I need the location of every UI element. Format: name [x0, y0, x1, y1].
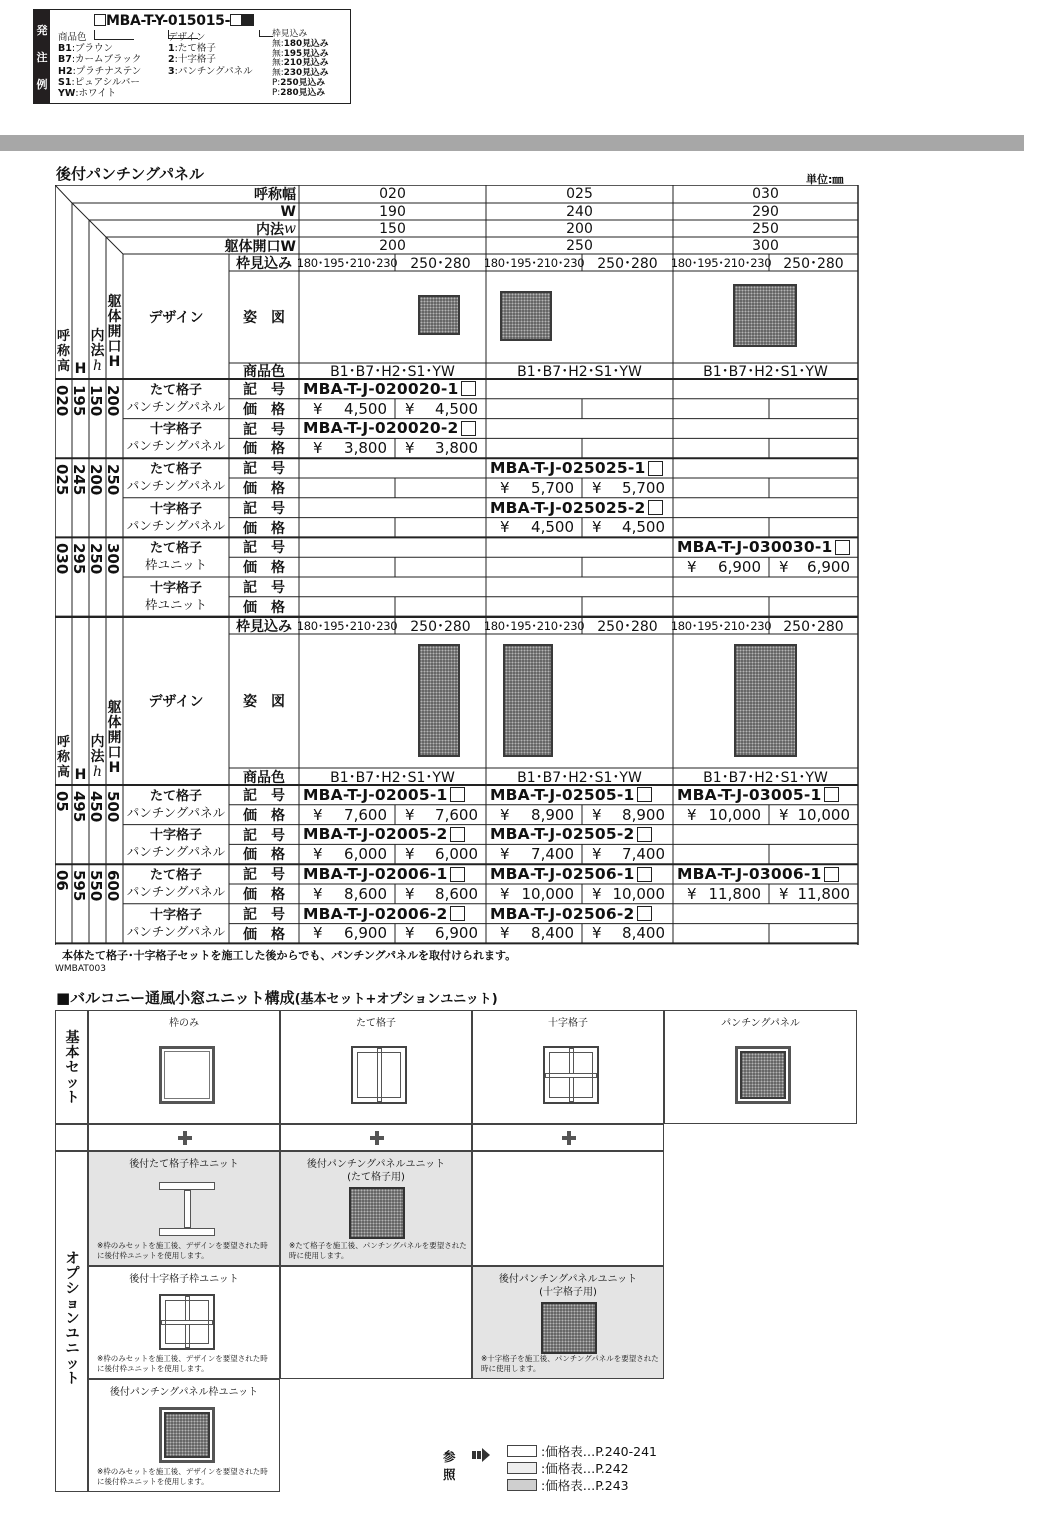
price-cell: ¥ 5,700	[500, 478, 574, 497]
plus-row-cell	[280, 1124, 472, 1151]
column-w: 150	[379, 220, 406, 237]
option-note: ※十字格子を施工後、パンチングパネルを要望された時に使用します。	[481, 1354, 659, 1373]
option-label-cell	[55, 1151, 88, 1492]
bottom-rail	[159, 1228, 215, 1236]
column-waku-b: 250･280	[410, 255, 471, 272]
header-kutai-w: 躯体開口W	[224, 238, 296, 255]
price-cell: ¥ 3,800	[405, 439, 478, 458]
order-design-item: 1:たて格子	[168, 43, 216, 55]
price-cell: ¥ 6,900	[687, 558, 761, 577]
product-code: MBA-T-J-02006-2	[299, 904, 486, 924]
size-value: 200	[104, 385, 122, 417]
label-kigo: 記 号	[243, 827, 285, 844]
column-kW: 200	[379, 237, 406, 254]
price-cell: ¥ 5,700	[592, 478, 665, 497]
option-note: ※枠のみセットを施工後、デザインを要望された時に後付枠ユニットを使用します。	[97, 1241, 268, 1260]
column-waku-a: 180･195･210･230	[483, 618, 585, 633]
code-suffix-box	[824, 787, 839, 802]
order-design-header: デザイン	[168, 32, 206, 43]
left-header-naipou: 内 法 h	[90, 734, 105, 780]
unit-diagram	[543, 1046, 599, 1104]
label-kakaku: 価 格	[243, 520, 285, 537]
design-label: 十字格子 枠ユニット	[144, 580, 207, 612]
column-yobi: 020	[379, 186, 406, 202]
left-header-yobi-taka: 呼 称 高	[56, 735, 70, 780]
label-kigo: 記 号	[243, 787, 285, 804]
plus-icon	[178, 1131, 192, 1145]
option-cell-juji_panel	[472, 1266, 664, 1379]
order-frame-list	[272, 30, 329, 99]
size-value: 550	[87, 870, 105, 902]
price-cell: ¥ 7,400	[592, 845, 665, 864]
column-kW: 300	[752, 237, 779, 254]
design-label: 十字格子 パンチングパネル	[126, 907, 226, 939]
price-cell: ¥ 10,000	[687, 805, 761, 824]
unit-diagram	[159, 1407, 215, 1463]
code-suffix-box	[824, 867, 839, 882]
code-suffix-box	[637, 906, 652, 921]
option-note: ※枠のみセットを施工後、デザインを要望された時に後付枠ユニットを使用します。	[97, 1354, 268, 1373]
size-value: 06	[53, 870, 71, 892]
size-value: 150	[87, 385, 105, 417]
header-naipou-w: 内法 w	[256, 220, 296, 238]
code-suffix-box	[450, 906, 465, 921]
code-suffix-box	[450, 827, 465, 842]
grid-line	[55, 185, 72, 203]
grid-line	[89, 220, 106, 237]
basic-set-title: パンチングパネル	[721, 1018, 800, 1029]
label-kigo: 記 号	[243, 579, 285, 596]
basic-set-cell	[664, 1010, 857, 1124]
design-label: たて格子 パンチングパネル	[126, 867, 226, 899]
price-cell: ¥ 8,900	[592, 805, 665, 824]
basic-set-cell	[280, 1010, 472, 1124]
left-header-H: H	[74, 767, 87, 783]
column-kW: 250	[566, 237, 593, 254]
left-header-yobi-taka: 呼 称 高	[56, 329, 70, 374]
price-cell: ¥ 4,500	[500, 518, 574, 537]
price-cell: ¥ 10,000	[592, 884, 665, 903]
label-kakaku: 価 格	[243, 560, 285, 577]
panel-image	[733, 284, 797, 347]
column-W: 190	[379, 203, 406, 220]
inner-frame	[165, 1300, 209, 1344]
product-code: MBA-T-J-020020-1	[299, 379, 486, 399]
order-design-item: 3:パンチングパネル	[168, 65, 253, 77]
price-cell: ¥ 8,400	[500, 924, 574, 943]
order-color-item: H2:プラチナステン	[58, 65, 142, 77]
price-cell: ¥ 3,800	[313, 439, 387, 458]
order-color-item: S1:ピュアシルバー	[58, 76, 140, 88]
design-label: 十字格子 パンチングパネル	[126, 501, 226, 533]
price-table	[55, 185, 860, 945]
size-value: 250	[87, 543, 105, 575]
unit-composition-grid	[55, 1010, 858, 1492]
price-cell: ¥ 10,000	[500, 884, 574, 903]
plus-row-cell	[55, 1124, 88, 1151]
document-code: WMBAT003	[55, 964, 106, 974]
header-shohin: 商品色	[243, 364, 285, 380]
order-example-side-label: 発 注 例	[34, 10, 50, 103]
code-suffix-box	[450, 787, 465, 802]
product-code: MBA-T-J-02506-2	[486, 904, 673, 924]
unit-label: 単位:㎜	[806, 173, 844, 186]
column-waku-b: 250･280	[597, 255, 658, 272]
top-rail	[159, 1182, 215, 1190]
product-code: MBA-T-J-020020-2	[299, 419, 486, 439]
design-label: 十字格子 パンチングパネル	[126, 422, 226, 454]
column-yobi: 030	[752, 186, 779, 202]
reference-row: :価格表…P.243	[507, 1477, 629, 1493]
column-waku-b: 250･280	[597, 618, 658, 635]
label-kakaku: 価 格	[243, 847, 285, 864]
order-color-item: YW:ホワイト	[58, 88, 117, 100]
code-suffix-box	[637, 787, 652, 802]
order-frame-item: 無:210見込み	[272, 58, 329, 69]
left-header-naipou: 内 法 h	[90, 328, 105, 374]
size-value: 200	[87, 464, 105, 496]
option-empty-cell	[280, 1266, 472, 1379]
design-label: たて格子 枠ユニット	[144, 541, 207, 573]
section-title-unit-composition: ■バルコニー通風小窓ユニット構成(基本セット+オプションユニット)	[56, 989, 498, 1007]
option-title: 後付十字格子枠ユニット	[129, 1274, 239, 1285]
option-note: ※枠のみセットを施工後、デザインを要望された時に後付枠ユニットを使用します。	[97, 1467, 268, 1486]
option-title: 後付たて格子枠ユニット	[129, 1159, 239, 1170]
price-cell: ¥ 7,600	[313, 805, 387, 824]
size-value: 600	[104, 870, 122, 902]
size-value: 05	[53, 791, 71, 812]
order-example-code: MBA-T-Y-015015-	[94, 13, 254, 29]
column-waku-b: 250･280	[783, 255, 844, 272]
label-kakaku: 価 格	[243, 926, 285, 943]
header-shizu: 姿 図	[243, 694, 285, 710]
column-waku-a: 180･195･210･230	[296, 618, 398, 633]
order-color-list	[58, 32, 141, 99]
column-waku-a: 180･195･210･230	[670, 618, 772, 633]
basic-set-title: 十字格子	[548, 1018, 588, 1029]
basic-set-title: たて格子	[356, 1018, 396, 1029]
order-frame-item: 無:230見込み	[272, 68, 329, 79]
label-kigo: 記 号	[243, 906, 285, 923]
plus-icon	[562, 1131, 576, 1145]
price-cell: ¥ 7,600	[405, 805, 478, 824]
left-header-kutai: 躯 体 開 口 H	[107, 294, 122, 370]
size-value: 245	[70, 464, 88, 496]
product-code: MBA-T-J-02005-1	[299, 785, 486, 805]
code-suffix-box	[835, 540, 850, 555]
price-cell: ¥ 8,400	[592, 924, 665, 943]
basic-set-label: 基 本 セ ッ ト	[65, 1030, 80, 1106]
bracket-line	[94, 30, 95, 39]
order-frame-header: 枠見込み	[272, 29, 308, 39]
price-cell: ¥ 11,800	[687, 884, 761, 903]
column-waku-a: 180･195･210･230	[296, 255, 398, 270]
label-kakaku: 価 格	[243, 807, 285, 824]
size-value: 295	[70, 543, 88, 575]
option-unit-label: オ プ シ ョ ン ユ ニ ッ ト	[65, 1251, 80, 1387]
label-kakaku: 価 格	[243, 441, 285, 458]
design-label: たて格子 パンチングパネル	[126, 788, 226, 820]
plus-icon	[370, 1131, 384, 1145]
code-suffix-box	[637, 827, 652, 842]
plus-row-cell	[88, 1124, 280, 1151]
product-code: MBA-T-J-02505-2	[486, 825, 673, 845]
code-suffix-box	[450, 867, 465, 882]
panel-image	[418, 295, 460, 335]
size-value: 250	[104, 464, 122, 496]
price-cell: ¥ 8,900	[500, 805, 574, 824]
code-suffix-box	[637, 867, 652, 882]
section-divider	[0, 135, 1024, 151]
basic-set-label-cell	[55, 1010, 88, 1124]
column-yobi: 025	[566, 186, 593, 202]
panel-image	[734, 644, 797, 757]
order-frame-item: P:280見込み	[272, 87, 326, 98]
price-cell: ¥ 11,800	[779, 884, 850, 903]
header-waku: 枠見込み	[236, 618, 292, 635]
code-suffix-box	[648, 461, 663, 476]
code-box-empty	[94, 14, 106, 26]
color-swatch	[507, 1479, 537, 1491]
unit-diagram	[159, 1046, 215, 1104]
price-cell: ¥ 8,600	[313, 884, 387, 903]
basic-set-cell	[88, 1010, 280, 1124]
option-cell-tate_frame	[88, 1151, 280, 1266]
order-example-box	[33, 9, 351, 104]
reference-row: :価格表…P.242	[507, 1460, 629, 1476]
option-cell-punch_frame	[88, 1379, 280, 1492]
label-kakaku: 価 格	[243, 480, 285, 497]
order-color-item: B1:ブラウン	[58, 43, 114, 55]
price-cell: ¥ 6,000	[313, 845, 387, 864]
section-title: 後付パンチングパネル	[56, 165, 205, 183]
label-kigo: 記 号	[243, 421, 285, 438]
price-cell: ¥ 6,000	[405, 845, 478, 864]
column-colors: B1･B7･H2･S1･YW	[703, 769, 828, 786]
panel-image	[164, 1412, 210, 1458]
size-value: 500	[104, 791, 122, 823]
header-waku: 枠見込み	[236, 255, 292, 272]
label-kigo: 記 号	[243, 381, 285, 398]
size-value: 020	[53, 385, 71, 417]
code-box-empty	[230, 14, 242, 26]
unit-diagram	[159, 1182, 215, 1236]
grid-line	[106, 237, 123, 254]
option-title: 後付パンチングパネルユニット (十字格子用)	[498, 1274, 638, 1298]
order-frame-item: P:250見込み	[272, 77, 326, 88]
order-design-item: 2:十字格子	[168, 54, 216, 66]
arrow-right-icon	[472, 1448, 490, 1462]
inner-frame	[164, 1051, 210, 1099]
column-colors: B1･B7･H2･S1･YW	[703, 364, 828, 380]
size-value: 450	[87, 791, 105, 823]
column-waku-a: 180･195･210･230	[483, 255, 585, 270]
column-colors: B1･B7･H2･S1･YW	[330, 364, 455, 380]
size-value: 030	[53, 543, 71, 575]
option-title: 後付パンチングパネルユニット (たて格子用)	[306, 1159, 446, 1183]
header-design: デザイン	[148, 694, 204, 710]
code-suffix-box	[648, 500, 663, 515]
product-code: MBA-T-J-02505-1	[486, 785, 673, 805]
header-yobi-haba: 呼称幅	[254, 187, 296, 203]
plus-row-cell	[472, 1124, 664, 1151]
size-value: 495	[70, 791, 88, 823]
left-header-kutai: 躯 体 開 口 H	[107, 700, 122, 776]
unit-diagram	[735, 1046, 791, 1104]
label-kigo: 記 号	[243, 500, 285, 517]
product-code: MBA-T-J-03006-1	[673, 864, 858, 884]
basic-set-title: 枠のみ	[169, 1018, 199, 1029]
order-color-item: B7:カームブラック	[58, 54, 142, 66]
label-kakaku: 価 格	[243, 886, 285, 903]
inner-frame	[357, 1052, 401, 1098]
order-frame-item: 無:195見込み	[272, 48, 329, 59]
label-kakaku: 価 格	[243, 401, 285, 418]
price-cell: ¥ 7,400	[500, 845, 574, 864]
column-colors: B1･B7･H2･S1･YW	[330, 769, 455, 786]
color-swatch	[507, 1445, 537, 1457]
bracket-line	[94, 39, 134, 40]
unit-diagram	[541, 1302, 597, 1354]
option-cell-tate_panel	[280, 1151, 472, 1266]
column-colors: B1･B7･H2･S1･YW	[517, 769, 642, 786]
price-cell: ¥ 4,500	[313, 399, 387, 418]
header-shohin: 商品色	[243, 769, 285, 786]
product-code: MBA-T-J-02506-1	[486, 864, 673, 884]
option-title: 後付パンチングパネル枠ユニット	[109, 1387, 259, 1398]
reference-row: :価格表…P.240-241	[507, 1443, 657, 1459]
price-cell: ¥ 4,500	[592, 518, 665, 537]
price-cell: ¥ 8,600	[405, 884, 478, 903]
label-kakaku: 価 格	[243, 599, 285, 616]
product-code: MBA-T-J-025025-2	[486, 498, 673, 518]
column-W: 290	[752, 203, 779, 220]
price-cell: ¥ 6,900	[405, 924, 478, 943]
design-label: たて格子 パンチングパネル	[126, 382, 226, 414]
product-code: MBA-T-J-02006-1	[299, 864, 486, 884]
column-waku-a: 180･195･210･230	[670, 255, 772, 270]
option-cell-juji_frame	[88, 1266, 280, 1379]
color-swatch	[507, 1462, 537, 1474]
size-value: 195	[70, 385, 88, 417]
header-shizu: 姿 図	[243, 310, 285, 326]
column-waku-b: 250･280	[410, 618, 471, 635]
option-note: ※たて格子を施工後、パンチングパネルを要望された時に使用します。	[289, 1241, 467, 1260]
size-value: 300	[104, 543, 122, 575]
column-w: 250	[752, 220, 779, 237]
column-colors: B1･B7･H2･S1･YW	[517, 364, 642, 380]
column-w: 200	[566, 220, 593, 237]
order-frame-item: 無:180見込み	[272, 38, 329, 49]
product-code: MBA-T-J-03005-1	[673, 785, 858, 805]
bracket-line	[259, 36, 273, 37]
design-label: 十字格子 パンチングパネル	[126, 828, 226, 860]
mullion	[184, 1190, 191, 1228]
design-label: たて格子 パンチングパネル	[126, 461, 226, 493]
bracket-line	[168, 30, 169, 38]
unit-diagram	[159, 1294, 215, 1350]
code-suffix-box	[461, 421, 476, 436]
panel-image	[500, 291, 552, 341]
table-note: 本体たて格子･十字格子セットを施工した後からでも、パンチングパネルを取付けられます。	[62, 949, 517, 962]
left-header-H: H	[74, 361, 87, 377]
column-W: 240	[566, 203, 593, 220]
header-W: W	[280, 203, 296, 220]
inner-frame	[549, 1052, 593, 1098]
unit-diagram	[351, 1046, 407, 1104]
label-kigo: 記 号	[243, 867, 285, 884]
grid-line	[72, 203, 89, 220]
label-kigo: 記 号	[243, 461, 285, 478]
unit-diagram	[349, 1187, 405, 1239]
size-value: 025	[53, 464, 71, 496]
price-cell: ¥ 6,900	[779, 558, 850, 577]
order-color-header: 商品色	[58, 32, 87, 43]
basic-set-cell	[472, 1010, 664, 1124]
bracket-line	[168, 38, 198, 39]
product-code: MBA-T-J-030030-1	[673, 537, 858, 557]
panel-image	[503, 644, 553, 757]
size-value: 595	[70, 870, 88, 902]
option-empty-cell	[472, 1151, 664, 1266]
price-cell: ¥ 4,500	[405, 399, 478, 418]
price-cell: ¥ 6,900	[313, 924, 387, 943]
column-waku-b: 250･280	[783, 618, 844, 635]
panel-image	[418, 644, 460, 757]
panel-image	[740, 1051, 786, 1099]
code-suffix-box	[461, 381, 476, 396]
header-design: デザイン	[148, 310, 204, 326]
label-kigo: 記 号	[243, 540, 285, 557]
price-cell: ¥ 10,000	[779, 805, 850, 824]
product-code: MBA-T-J-02005-2	[299, 825, 486, 845]
product-code: MBA-T-J-025025-1	[486, 458, 673, 478]
code-box-filled	[242, 14, 254, 26]
